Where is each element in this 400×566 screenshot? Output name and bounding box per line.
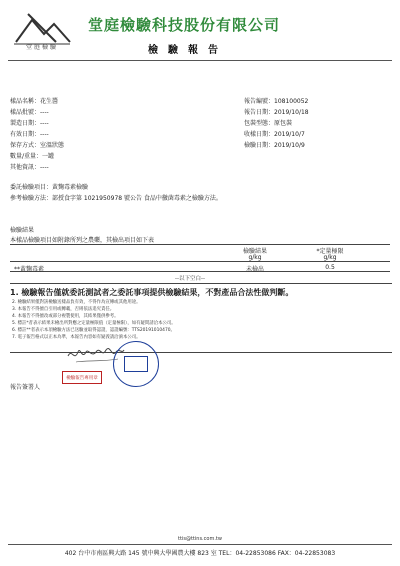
main-disclaimer: 1. 檢驗報告僅就委託測試者之委託事項提供檢驗結果，不對產品合法性做判斷。 bbox=[10, 288, 294, 297]
footer-email: ttis@ttins.com.tw bbox=[178, 536, 222, 542]
test-request bbox=[10, 182, 222, 204]
col-limit: *定量極限 bbox=[316, 248, 344, 255]
col-limit-unit: g/kg bbox=[323, 254, 337, 261]
field-report-number: 報告編號：108100052 bbox=[244, 98, 309, 105]
report-info-right bbox=[244, 96, 309, 151]
note-item: 5. 標註*者表示結果未檢出所對應之定量極限值（定量極限），如有疑問請洽本公司。 bbox=[12, 321, 176, 326]
note-item: 4. 本報告不得擅改或部分複製使用，其結果僅供參考。 bbox=[12, 314, 119, 319]
field-report-date: 報告日期：2019/10/18 bbox=[244, 109, 309, 116]
field-manufacture-date: 製造日期：---- bbox=[10, 120, 49, 127]
results-table bbox=[10, 244, 390, 272]
results-subheading: 本樣品檢驗項目如附錄所列之農藥，其檢出項目如下表 bbox=[10, 237, 155, 244]
field-quantity: 數量/重量：一罐 bbox=[10, 153, 55, 160]
requested-items: 委託檢驗項目：黃麴毒素檢驗 bbox=[10, 184, 89, 191]
report-title: 檢驗報告 bbox=[148, 45, 228, 56]
field-other-info: 其他資訊：---- bbox=[10, 164, 49, 171]
field-batch: 樣品批號：---- bbox=[10, 109, 49, 116]
col-result: 檢驗結果 bbox=[242, 248, 267, 255]
results-heading-block bbox=[10, 226, 154, 246]
blank-below-marker: --以下空白-- bbox=[175, 276, 205, 282]
table-row bbox=[10, 262, 390, 272]
field-receive-date: 收樣日期：2019/10/7 bbox=[244, 131, 305, 138]
field-storage: 保存方式：室溫狀態 bbox=[10, 142, 65, 149]
note-item: 2. 檢驗結果僅對該檢驗送樣品負有效，不得作為宣傳或其他用途。 bbox=[12, 300, 141, 305]
seal-stamp-inner bbox=[124, 356, 148, 372]
company-name: 堂庭檢驗科技股份有限公司 bbox=[88, 16, 281, 34]
results-heading: 檢驗結果 bbox=[10, 227, 35, 234]
row-result: 未檢出 bbox=[245, 266, 264, 273]
col-result-unit: g/kg bbox=[248, 254, 262, 261]
field-expiry-date: 有效日期：---- bbox=[10, 131, 49, 138]
field-test-date: 檢驗日期：2019/10/9 bbox=[244, 142, 305, 149]
row-limit: 0.5 bbox=[325, 264, 335, 271]
field-packaging: 包裝型態：原包裝 bbox=[244, 120, 293, 127]
note-item: 6. 標註**者表示本項檢驗方法已送驗並取得認證，認證編號：TTS20191010470。 bbox=[12, 328, 175, 333]
note-item: 3. 本報告不得擅自引用或轉載，否則依法追究責任。 bbox=[12, 307, 115, 312]
field-sample-name: 樣品名稱：花生醬 bbox=[10, 98, 59, 105]
footer-divider bbox=[8, 544, 392, 545]
results-table-header bbox=[10, 244, 390, 262]
row-item: **黃麴毒素 bbox=[14, 266, 45, 273]
sample-info-left bbox=[10, 96, 64, 173]
reference-method: 參考檢驗方法：部授食字第 1021950978 號公告 食品中黴菌毒素之檢驗方法。 bbox=[10, 195, 222, 202]
note-item: 7. 電子報告格式以正本為準，本報告內容如有疑義請洽詢本公司。 bbox=[12, 335, 141, 340]
report-stamp: 檢驗報告專用章 bbox=[62, 371, 102, 384]
header-divider bbox=[8, 60, 392, 61]
logo-text: 堂庭檢驗 bbox=[25, 44, 58, 51]
signer-label: 報告簽署人 bbox=[10, 384, 41, 391]
report-notes bbox=[10, 283, 392, 341]
footer-address: 402 台中市南區興大路 145 號中興大學國農大樓 823 室 TEL：04-22853086 FAX：04-22853083 bbox=[64, 550, 336, 557]
